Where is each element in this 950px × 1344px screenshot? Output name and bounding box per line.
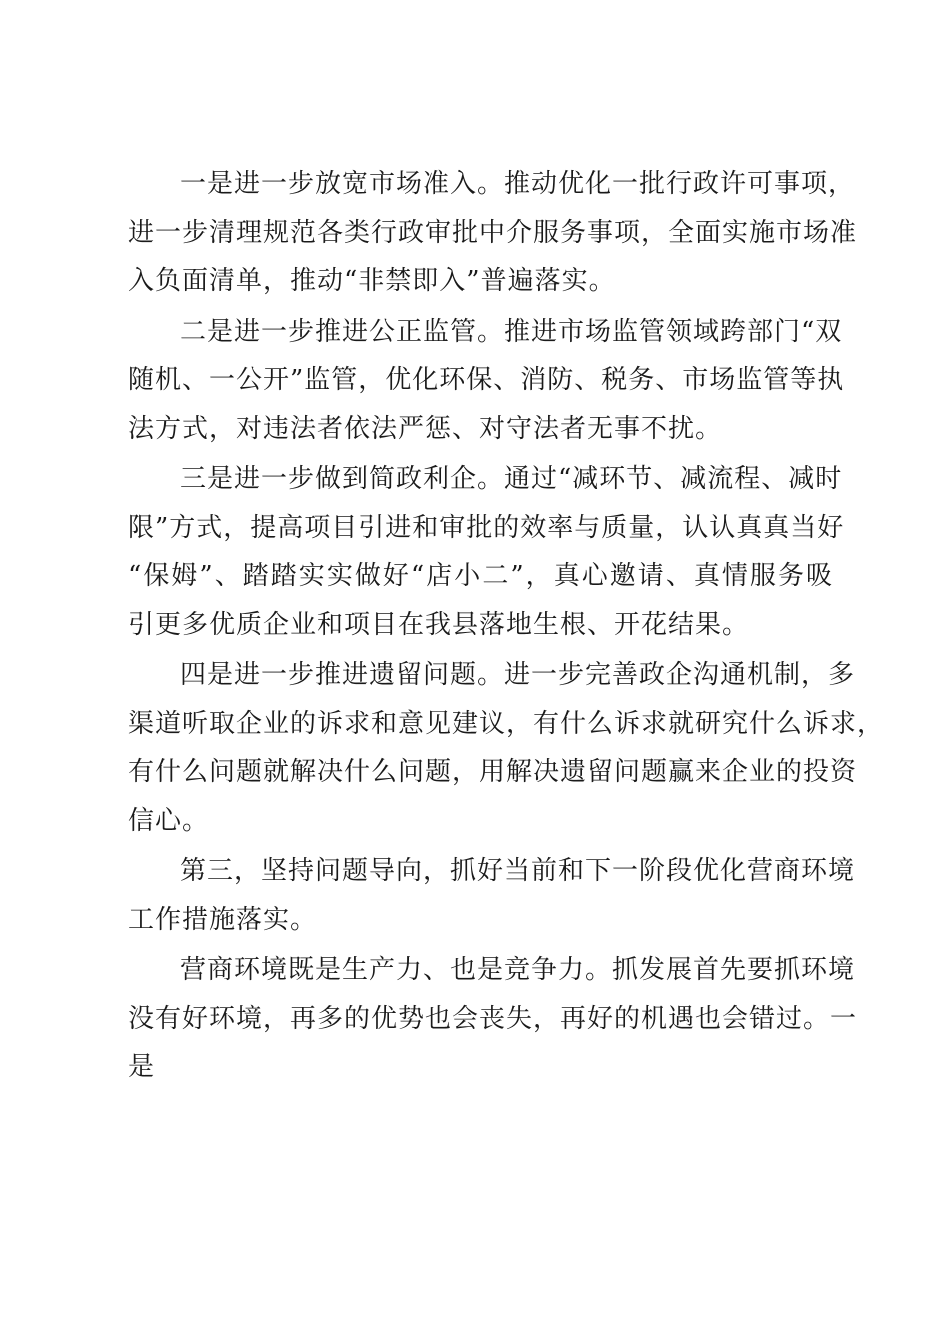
paragraph-line: 是 xyxy=(128,1052,156,1082)
paragraph-line: 法方式，对违法者依法严惩、对守法者无事不扰。 xyxy=(128,413,723,444)
paragraph-line: 渠道听取企业的诉求和意见建议，有什么诉求就研究什么诉求， xyxy=(128,708,885,739)
paragraph-line: 有什么问题就解决什么问题，用解决遗留问题赢来企业的投资 xyxy=(128,757,858,787)
paragraph-2 xyxy=(128,308,845,454)
paragraph-line: 二是进一步推进公正监管。推进市场监管领域跨部门“双 xyxy=(180,316,843,347)
paragraph-line: 随机、一公开”监管，优化环保、消防、税务、市场监管等执 xyxy=(128,365,845,395)
paragraph-line: 引更多优质企业和项目在我县落地生根、开花结果。 xyxy=(128,609,750,640)
document-body xyxy=(128,160,885,1094)
paragraph-line: 第三，坚持问题导向，抓好当前和下一阶段优化营商环境 xyxy=(180,856,856,886)
paragraph-line: 三是进一步做到简政利企。通过“减环节、减流程、减时 xyxy=(180,464,843,494)
paragraph-line: 进一步清理规范各类行政审批中介服务事项，全面实施市场准 xyxy=(128,217,858,248)
paragraph-1 xyxy=(128,160,858,306)
paragraph-line: 一是进一步放宽市场准入。推动优化一批行政许可事项， xyxy=(180,169,856,199)
paragraph-line: 营商环境既是生产力、也是竞争力。抓发展首先要抓环境 xyxy=(180,955,856,985)
paragraph-line: 工作措施落实。 xyxy=(128,904,318,935)
paragraph-3 xyxy=(128,455,845,649)
paragraph-line: “保姆”、踏踏实实做好“店小二”，真心邀请、真情服务吸 xyxy=(128,561,833,591)
paragraph-6 xyxy=(128,946,858,1092)
paragraph-line: 入负面清单，推动“非禁即入”普遍落实。 xyxy=(128,266,616,296)
paragraph-line: 没有好环境，再多的优势也会丧失，再好的机遇也会错过。一 xyxy=(128,1003,858,1034)
paragraph-5 xyxy=(128,847,856,944)
paragraph-line: 信心。 xyxy=(128,805,210,836)
paragraph-line: 四是进一步推进遗留问题。进一步完善政企沟通机制，多 xyxy=(180,660,856,690)
paragraph-line: 限”方式，提高项目引进和审批的效率与质量，认认真真当好 xyxy=(128,512,845,543)
paragraph-4 xyxy=(128,651,885,845)
